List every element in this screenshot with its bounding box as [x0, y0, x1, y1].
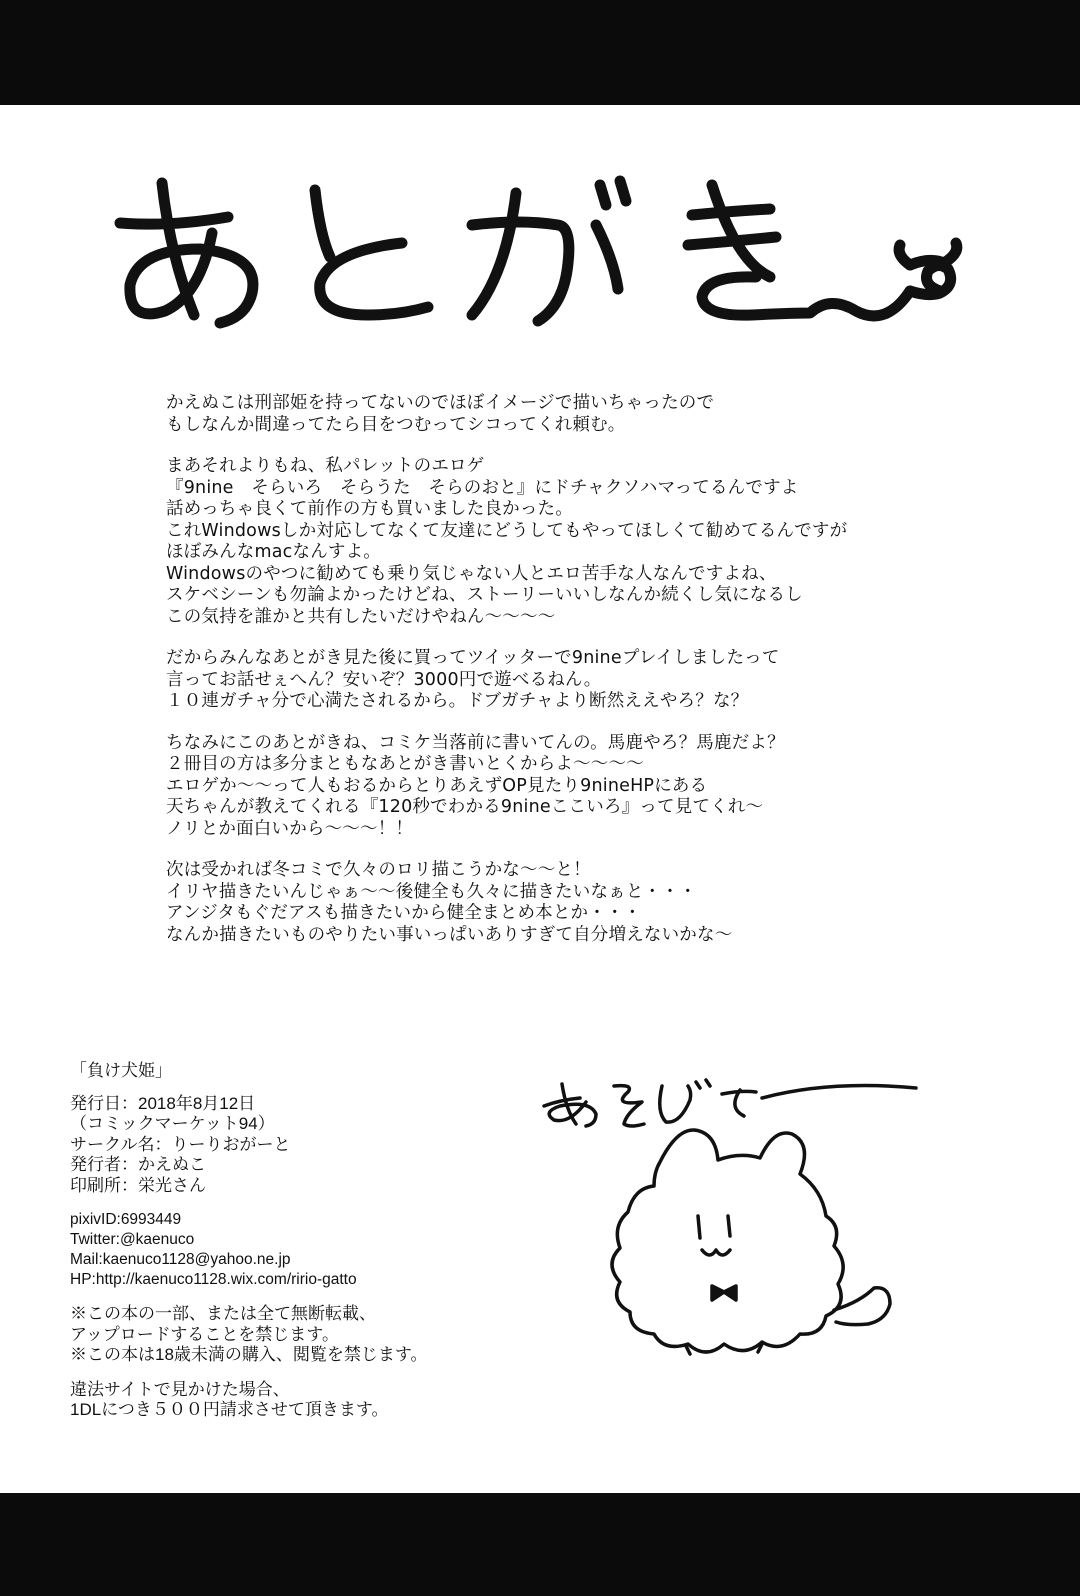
paragraph-2 — [166, 456, 1026, 628]
text-line: なんか描きたいものやりたい事いっぱいありすぎて自分増えないかな～ — [166, 924, 733, 945]
afterword-handwritten-title — [110, 165, 980, 335]
paragraph-3 — [166, 648, 1026, 713]
warning-line: 違法サイトで見かけた場合、 — [70, 1379, 290, 1399]
text-line: スケベシーンも勿論よかったけどね、ストーリーいいしなんか続くし気になるし — [166, 585, 803, 605]
text-line: これWindowsしか対応してなくて友達にどうしてもやってほしくて勧めてるんですが — [166, 520, 848, 541]
paragraph-4 — [166, 733, 1026, 841]
text-line: ２冊目の方は多分まともなあとがき書いとくからよ～～～～ — [166, 754, 644, 774]
text-line: １０連ガチャ分で心満たされるから。ドブガチャより断然ええやろ？な？ — [166, 691, 749, 711]
notice-line: ※この本の一部、または全て無断転載、 — [70, 1304, 376, 1323]
text-line: 『9nine そらいろ そらうた そらのおと』にドチャクソハマってるんですよ — [166, 477, 799, 498]
warning-line: 1DLにつき５００円請求させて頂きます。 — [70, 1400, 389, 1419]
top-black-bar — [0, 0, 1080, 105]
colophon — [70, 1061, 550, 1435]
paragraph-5 — [166, 860, 1026, 946]
mail-address: Mail:kaenuco1128@yahoo.ne.jp — [70, 1251, 291, 1268]
publisher-name: 発行者：かえぬこ — [70, 1155, 206, 1174]
publish-date: 発行日：2018年8月12日 — [70, 1093, 256, 1113]
copyright-notices — [70, 1304, 550, 1366]
text-line: ほぼみんなmacなんすよ。 — [166, 542, 381, 562]
notice-line: ※この本は18歳未満の購入、閲覧を禁じます。 — [70, 1345, 428, 1364]
text-line: アンジタもぐだアスも描きたいから健全まとめ本とか・・・ — [166, 903, 642, 923]
piracy-warning — [70, 1380, 550, 1421]
book-title: 「負け犬姫」 — [70, 1061, 172, 1080]
text-line: もしなんか間違ってたら目をつむってシコってくれ頼む。 — [166, 414, 626, 435]
bottom-black-bar — [0, 1493, 1080, 1596]
text-line: 次は受かれば冬コミで久々のロリ描こうかな～～と！ — [166, 860, 591, 880]
homepage-url: HP:http://kaenuco1128.wix.com/ririo-gatto — [70, 1271, 357, 1288]
text-line: エロゲか～～って人もおるからとりあえずOP見たり9nineHPにある — [166, 775, 708, 796]
fluffy-cat-doodle — [530, 1040, 950, 1385]
afterword-body — [166, 393, 1026, 966]
doodle-handwritten-caption — [544, 1080, 916, 1126]
text-line: この気持を誰かと共有したいだけやねん～～～～ — [166, 606, 556, 627]
text-line: ノリとか面白いから～～～！！ — [166, 818, 414, 839]
text-line: まあそれよりもね、私パレットのエロゲ — [166, 456, 485, 476]
text-line: 言ってお話せぇへん？安いぞ？3000円で遊べるねん。 — [166, 669, 602, 690]
text-line: 天ちゃんが教えてくれる『120秒でわかる9nineここいろ』って見てくれ～ — [166, 797, 764, 817]
paragraph-1 — [166, 393, 1026, 436]
pixiv-id: pixivID:6993449 — [70, 1211, 182, 1228]
text-line: 話めっちゃ良くて前作の方も買いました良かった。 — [166, 499, 573, 519]
text-line: イリヤ描きたいんじゃぁ～～後健全も久々に描きたいなぁと・・・ — [166, 881, 697, 902]
text-line: だからみんなあとがき見た後に買ってツイッターで9nineプレイしましたって — [166, 648, 780, 668]
notice-line: アップロードすることを禁じます。 — [70, 1324, 339, 1344]
contact-info — [70, 1210, 550, 1290]
text-line: Windowsのやつに勧めても乗り気じゃない人とエロ苦手な人なんですよね、 — [166, 563, 777, 584]
circle-name: サークル名：りーりおがーと — [70, 1134, 291, 1154]
publication-info — [70, 1094, 550, 1197]
printer-name: 印刷所：栄光さん — [70, 1175, 206, 1195]
text-line: かえぬこは刑部姫を持ってないのでほぼイメージで描いちゃったので — [166, 393, 715, 413]
event-name: （コミックマーケット94） — [70, 1114, 275, 1133]
twitter-handle: Twitter:@kaenuco — [70, 1231, 195, 1248]
text-line: ちなみにこのあとがきね、コミケ当落前に書いてんの。馬鹿やろ？馬鹿だよ？ — [166, 732, 785, 753]
